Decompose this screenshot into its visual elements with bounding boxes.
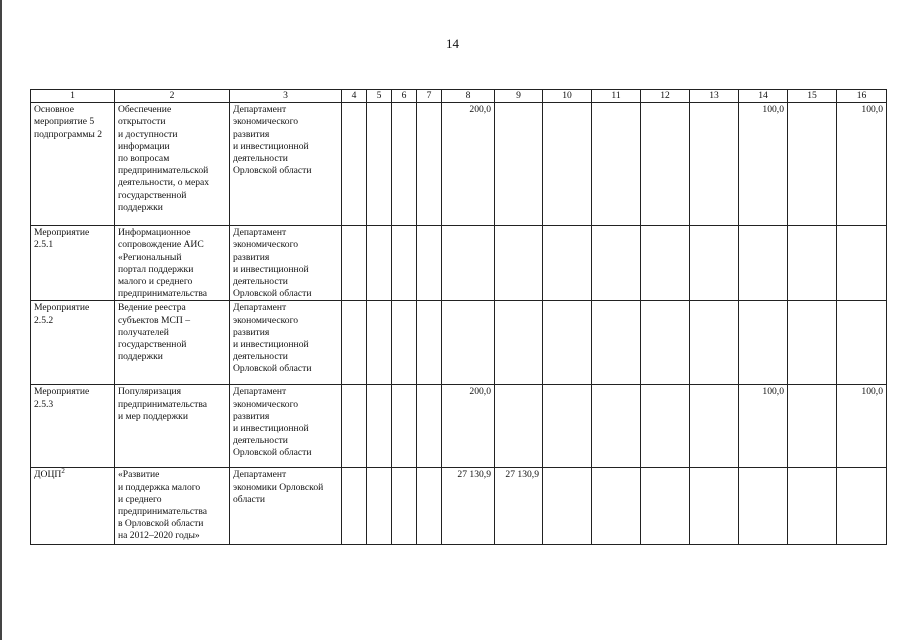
cell-line: развития <box>233 251 270 263</box>
cell-line: открытости <box>118 116 166 128</box>
value-cell-col-6 <box>392 385 417 468</box>
program-table <box>30 89 887 545</box>
table-row <box>31 301 887 385</box>
value-cell-col-13 <box>690 103 739 226</box>
cell-line: ДОЦП <box>34 469 62 481</box>
value-cell-col-16 <box>837 301 887 385</box>
cell-line: деятельности <box>233 435 288 447</box>
measure-description-cell <box>115 385 230 468</box>
cell-line: экономического <box>233 116 299 128</box>
cell-line: государственной <box>118 339 187 351</box>
cell-line: Мероприятие <box>34 302 90 314</box>
cell-line: государственной <box>118 189 187 201</box>
col-header-9: 9 <box>495 90 543 103</box>
value-cell-col-13 <box>690 468 739 545</box>
value-cell-col-4 <box>342 226 367 301</box>
cell-line: Популяризация <box>118 386 182 398</box>
col-header-4: 4 <box>342 90 367 103</box>
cell-line: и инвестиционной <box>233 423 309 435</box>
cell-line: развития <box>233 128 270 140</box>
value-cell-col-9: 27 130,9 <box>495 468 543 545</box>
table-row <box>31 226 887 301</box>
value-cell-col-12 <box>641 468 690 545</box>
cell-line: субъектов МСП – <box>118 314 191 326</box>
cell-line: деятельности <box>233 276 288 288</box>
value-cell-col-15 <box>788 385 837 468</box>
cell-line: Орловской области <box>233 165 312 177</box>
col-header-3: 3 <box>230 90 342 103</box>
value-cell-col-8 <box>442 226 495 301</box>
cell-line: сопровождение АИС <box>118 239 204 251</box>
col-header-14: 14 <box>739 90 788 103</box>
value-cell-col-5 <box>367 385 392 468</box>
cell-line: «Региональный <box>118 251 182 263</box>
cell-line: Основное <box>34 104 74 116</box>
cell-line: Ведение реестра <box>118 302 186 314</box>
value-cell-col-9 <box>495 385 543 468</box>
value-cell-col-12 <box>641 385 690 468</box>
cell-line: экономики Орловской <box>233 481 324 493</box>
value-cell-col-14: 100,0 <box>739 103 788 226</box>
executor-cell <box>230 226 342 301</box>
cell-line: 2.5.1 <box>34 239 54 251</box>
col-header-16: 16 <box>837 90 887 103</box>
value-cell-col-8: 200,0 <box>442 103 495 226</box>
value-cell-col-14 <box>739 468 788 545</box>
value-cell-col-11 <box>592 468 641 545</box>
value-cell-col-4 <box>342 468 367 545</box>
cell-line: предпринимательства <box>118 398 208 410</box>
col-header-2: 2 <box>115 90 230 103</box>
value-cell-col-6 <box>392 301 417 385</box>
value-cell-col-6 <box>392 226 417 301</box>
cell-line: 2.5.2 <box>34 314 54 326</box>
cell-line: деятельности <box>233 351 288 363</box>
measure-name-cell <box>31 385 115 468</box>
executor-cell <box>230 385 342 468</box>
cell-line: Мероприятие <box>34 386 90 398</box>
cell-line: Департамент <box>233 227 287 239</box>
value-cell-col-6 <box>392 103 417 226</box>
value-cell-col-6 <box>392 468 417 545</box>
value-cell-col-15 <box>788 301 837 385</box>
col-header-5: 5 <box>367 90 392 103</box>
value-cell-col-10 <box>543 226 592 301</box>
cell-line: и инвестиционной <box>233 140 309 152</box>
executor-cell <box>230 468 342 545</box>
value-cell-col-11 <box>592 103 641 226</box>
cell-line: «Развитие <box>118 469 160 481</box>
cell-line: развития <box>233 326 270 338</box>
executor-cell <box>230 301 342 385</box>
cell-line: в Орловской области <box>118 518 204 530</box>
value-cell-col-5 <box>367 301 392 385</box>
value-cell-col-13 <box>690 385 739 468</box>
cell-line: Орловской области <box>233 447 312 459</box>
cell-line: экономического <box>233 314 299 326</box>
measure-name-cell <box>31 226 115 301</box>
value-cell-col-7 <box>417 468 442 545</box>
value-cell-col-13 <box>690 226 739 301</box>
cell-line: деятельности, о мерах <box>118 177 210 189</box>
value-cell-col-5 <box>367 468 392 545</box>
value-cell-col-10 <box>543 468 592 545</box>
value-cell-col-15 <box>788 468 837 545</box>
value-cell-col-10 <box>543 385 592 468</box>
measure-description-cell <box>115 226 230 301</box>
value-cell-col-7 <box>417 385 442 468</box>
value-cell-col-10 <box>543 103 592 226</box>
cell-line: подпрограммы 2 <box>34 128 103 140</box>
value-cell-col-11 <box>592 301 641 385</box>
table-row <box>31 103 887 226</box>
header-row <box>31 90 887 103</box>
cell-line: на 2012–2020 годы» <box>118 530 200 542</box>
measure-description-cell <box>115 103 230 226</box>
value-cell-col-14 <box>739 226 788 301</box>
value-cell-col-7 <box>417 103 442 226</box>
value-cell-col-5 <box>367 226 392 301</box>
cell-line: Обеспечение <box>118 104 172 116</box>
cell-line: предпринимательства <box>118 506 208 518</box>
value-cell-col-15 <box>788 226 837 301</box>
value-cell-col-5 <box>367 103 392 226</box>
value-cell-col-16: 100,0 <box>837 385 887 468</box>
table-row <box>31 468 887 545</box>
cell-line: мероприятие 5 <box>34 116 95 128</box>
cell-line: предпринимательства <box>118 288 208 300</box>
value-cell-col-9 <box>495 226 543 301</box>
value-cell-col-12 <box>641 301 690 385</box>
measure-name-cell <box>31 103 115 226</box>
cell-line: и среднего <box>118 493 162 505</box>
cell-line: Департамент <box>233 302 287 314</box>
cell-line: Мероприятие <box>34 227 90 239</box>
value-cell-col-4 <box>342 385 367 468</box>
cell-line: экономического <box>233 239 299 251</box>
cell-line: Орловской области <box>233 363 312 375</box>
cell-line: и поддержка малого <box>118 481 201 493</box>
value-cell-col-14 <box>739 301 788 385</box>
cell-line: по вопросам <box>118 153 170 165</box>
cell-line: Департамент <box>233 386 287 398</box>
col-header-6: 6 <box>392 90 417 103</box>
value-cell-col-9 <box>495 301 543 385</box>
value-cell-col-8: 200,0 <box>442 385 495 468</box>
value-cell-col-12 <box>641 226 690 301</box>
cell-line: Департамент <box>233 104 287 116</box>
page-number: 14 <box>446 36 459 51</box>
table-row <box>31 385 887 468</box>
cell-line: деятельности <box>233 153 288 165</box>
value-cell-col-12 <box>641 103 690 226</box>
value-cell-col-15 <box>788 103 837 226</box>
cell-line: поддержки <box>118 351 163 363</box>
cell-line: Информационное <box>118 227 191 239</box>
cell-line: экономического <box>233 398 299 410</box>
value-cell-col-16: 100,0 <box>837 103 887 226</box>
value-cell-col-10 <box>543 301 592 385</box>
cell-line: 2.5.3 <box>34 398 54 410</box>
col-header-8: 8 <box>442 90 495 103</box>
col-header-1: 1 <box>31 90 115 103</box>
value-cell-col-9 <box>495 103 543 226</box>
col-header-10: 10 <box>543 90 592 103</box>
value-cell-col-16 <box>837 468 887 545</box>
value-cell-col-16 <box>837 226 887 301</box>
cell-line: получателей <box>118 326 169 338</box>
col-header-15: 15 <box>788 90 837 103</box>
value-cell-col-7 <box>417 301 442 385</box>
value-cell-col-8 <box>442 301 495 385</box>
cell-line: Орловской области <box>233 288 312 300</box>
value-cell-col-4 <box>342 103 367 226</box>
cell-line: и мер поддержки <box>118 410 188 422</box>
col-header-13: 13 <box>690 90 739 103</box>
col-header-7: 7 <box>417 90 442 103</box>
cell-line: и инвестиционной <box>233 339 309 351</box>
cell-line: и инвестиционной <box>233 263 309 275</box>
value-cell-col-13 <box>690 301 739 385</box>
cell-line: области <box>233 493 266 505</box>
value-cell-col-11 <box>592 385 641 468</box>
measure-name-cell <box>31 468 115 545</box>
table-body <box>31 103 887 545</box>
measure-description-cell <box>115 301 230 385</box>
page-left-edge <box>0 0 2 640</box>
value-cell-col-11 <box>592 226 641 301</box>
footnote-marker: 2 <box>61 467 65 476</box>
value-cell-col-4 <box>342 301 367 385</box>
cell-line: предпринимательской <box>118 165 209 177</box>
cell-line: малого и среднего <box>118 276 193 288</box>
measure-description-cell <box>115 468 230 545</box>
cell-line: информации <box>118 140 170 152</box>
executor-cell <box>230 103 342 226</box>
value-cell-col-14: 100,0 <box>739 385 788 468</box>
cell-line: портал поддержки <box>118 263 194 275</box>
measure-name-cell <box>31 301 115 385</box>
cell-line: и доступности <box>118 128 178 140</box>
col-header-12: 12 <box>641 90 690 103</box>
cell-line: развития <box>233 410 270 422</box>
col-header-11: 11 <box>592 90 641 103</box>
cell-line: поддержки <box>118 201 163 213</box>
value-cell-col-7 <box>417 226 442 301</box>
cell-line: Департамент <box>233 469 287 481</box>
value-cell-col-8: 27 130,9 <box>442 468 495 545</box>
